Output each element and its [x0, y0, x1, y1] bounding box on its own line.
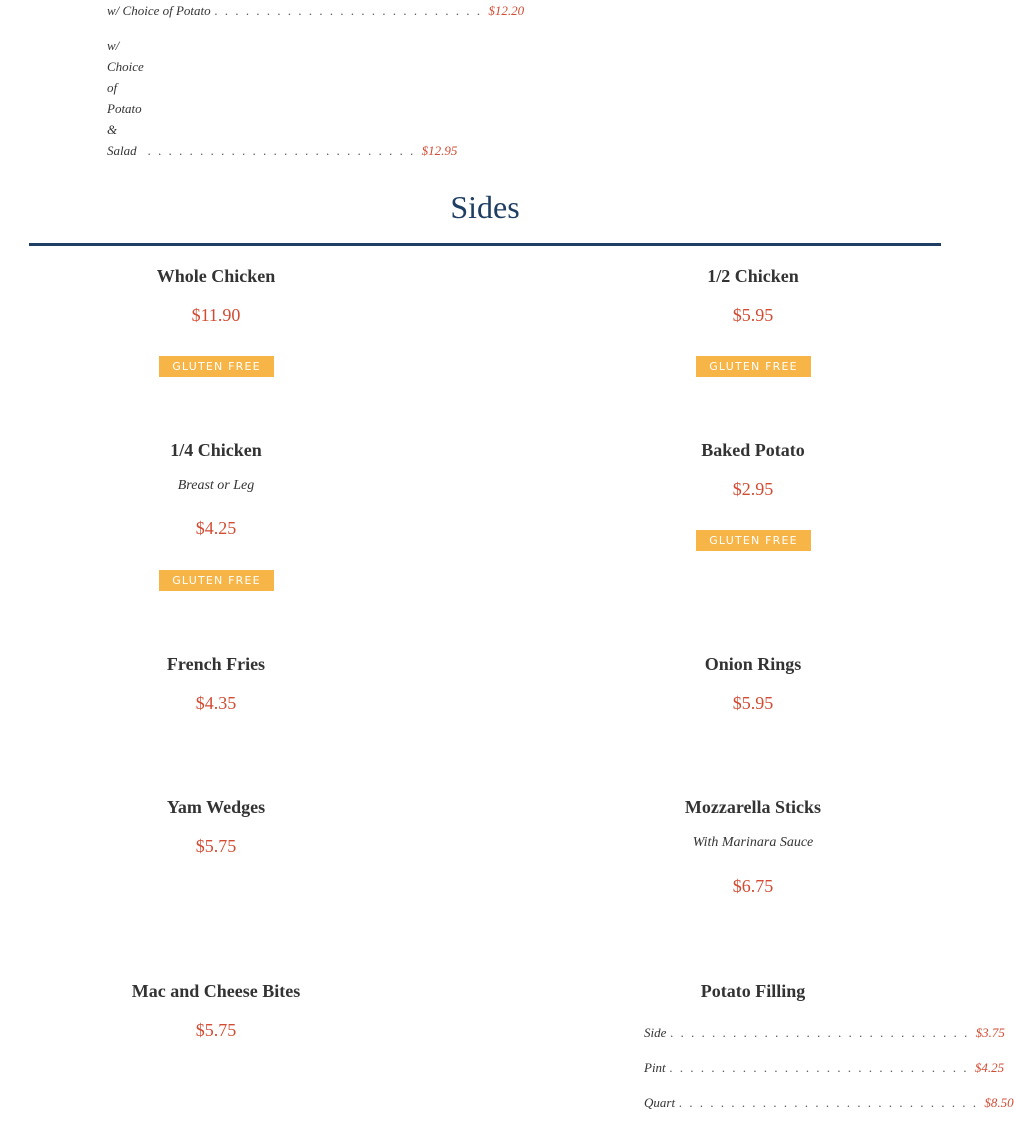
- item-name: Baked Potato: [701, 440, 805, 460]
- item-name: Yam Wedges: [166, 797, 266, 817]
- price-row-price: $12.95: [421, 143, 458, 158]
- item-price: $11.90: [191, 305, 241, 325]
- price-row: [107, 35, 458, 161]
- item-price: $5.75: [195, 836, 237, 856]
- item-name: French Fries: [166, 654, 266, 674]
- menu-item-quarter-chicken: [56, 439, 376, 539]
- item-price: $5.95: [732, 305, 774, 325]
- price-row-label: w/ Choice of Potato: [107, 3, 211, 18]
- dot-leader: . . . . . . . . . . . . . . . . . . . . . . . . . . . . .: [670, 1025, 970, 1040]
- previous-item-price-rows: [107, 0, 525, 161]
- item-name: 1/2 Chicken: [707, 266, 799, 286]
- price-row-label: Side: [644, 1025, 667, 1040]
- item-name: Mac and Cheese Bites: [131, 981, 301, 1001]
- item-name: Mozzarella Sticks: [684, 797, 822, 817]
- menu-item-baked-potato: [593, 439, 913, 500]
- gluten-free-badge: GLUTEN FREE: [159, 356, 274, 377]
- price-row: [644, 1022, 1005, 1043]
- menu-item-french-fries: [56, 653, 376, 714]
- price-row-price: $4.25: [974, 1060, 1005, 1075]
- menu-item-whole-chicken: [56, 265, 376, 326]
- dot-leader: . . . . . . . . . . . . . . . . . . . . . . . . . . . . .: [669, 1060, 969, 1075]
- item-price: $4.35: [195, 693, 237, 713]
- item-name: 1/4 Chicken: [170, 440, 262, 460]
- item-name: Onion Rings: [704, 654, 802, 674]
- item-description: With Marinara Sauce: [692, 835, 814, 850]
- item-price: $5.95: [732, 693, 774, 713]
- dot-leader: . . . . . . . . . . . . . . . . . . . . . . . . . .: [214, 3, 483, 18]
- menu-item-yam-wedges: [56, 796, 376, 857]
- dot-leader: . . . . . . . . . . . . . . . . . . . . . . . . . .: [147, 143, 416, 158]
- section-title: Sides: [450, 189, 520, 225]
- price-row-label: Pint: [644, 1060, 666, 1075]
- price-row-price: $12.20: [488, 3, 525, 18]
- price-row: [644, 1057, 1005, 1078]
- item-price: $5.75: [195, 1020, 237, 1040]
- menu-item-potato-filling: [593, 980, 913, 1002]
- price-row-price: $3.75: [975, 1025, 1005, 1040]
- item-price: $2.95: [732, 479, 774, 499]
- section-divider: [29, 243, 941, 246]
- item-description: Breast or Leg: [177, 478, 255, 493]
- menu-item-mac-and-cheese-bites: [56, 980, 376, 1041]
- price-row-label: Quart: [644, 1095, 676, 1110]
- price-row-price: $8.50: [984, 1095, 1014, 1110]
- gluten-free-badge: GLUTEN FREE: [696, 530, 811, 551]
- menu-item-mozzarella-sticks: [593, 796, 913, 897]
- price-row: [107, 0, 525, 21]
- item-price: $6.75: [732, 876, 774, 896]
- item-price: $4.25: [195, 518, 237, 538]
- price-row-label: w/ Choice of Potato & Salad: [107, 38, 144, 158]
- menu-item-onion-rings: [593, 653, 913, 714]
- menu-item-half-chicken: [593, 265, 913, 326]
- gluten-free-badge: GLUTEN FREE: [696, 356, 811, 377]
- item-name: Potato Filling: [700, 981, 806, 1001]
- price-row: [644, 1092, 1014, 1113]
- potato-filling-options: [644, 1022, 1014, 1113]
- dot-leader: . . . . . . . . . . . . . . . . . . . . . . . . . . . . .: [679, 1095, 979, 1110]
- gluten-free-badge: GLUTEN FREE: [159, 570, 274, 591]
- item-name: Whole Chicken: [156, 266, 276, 286]
